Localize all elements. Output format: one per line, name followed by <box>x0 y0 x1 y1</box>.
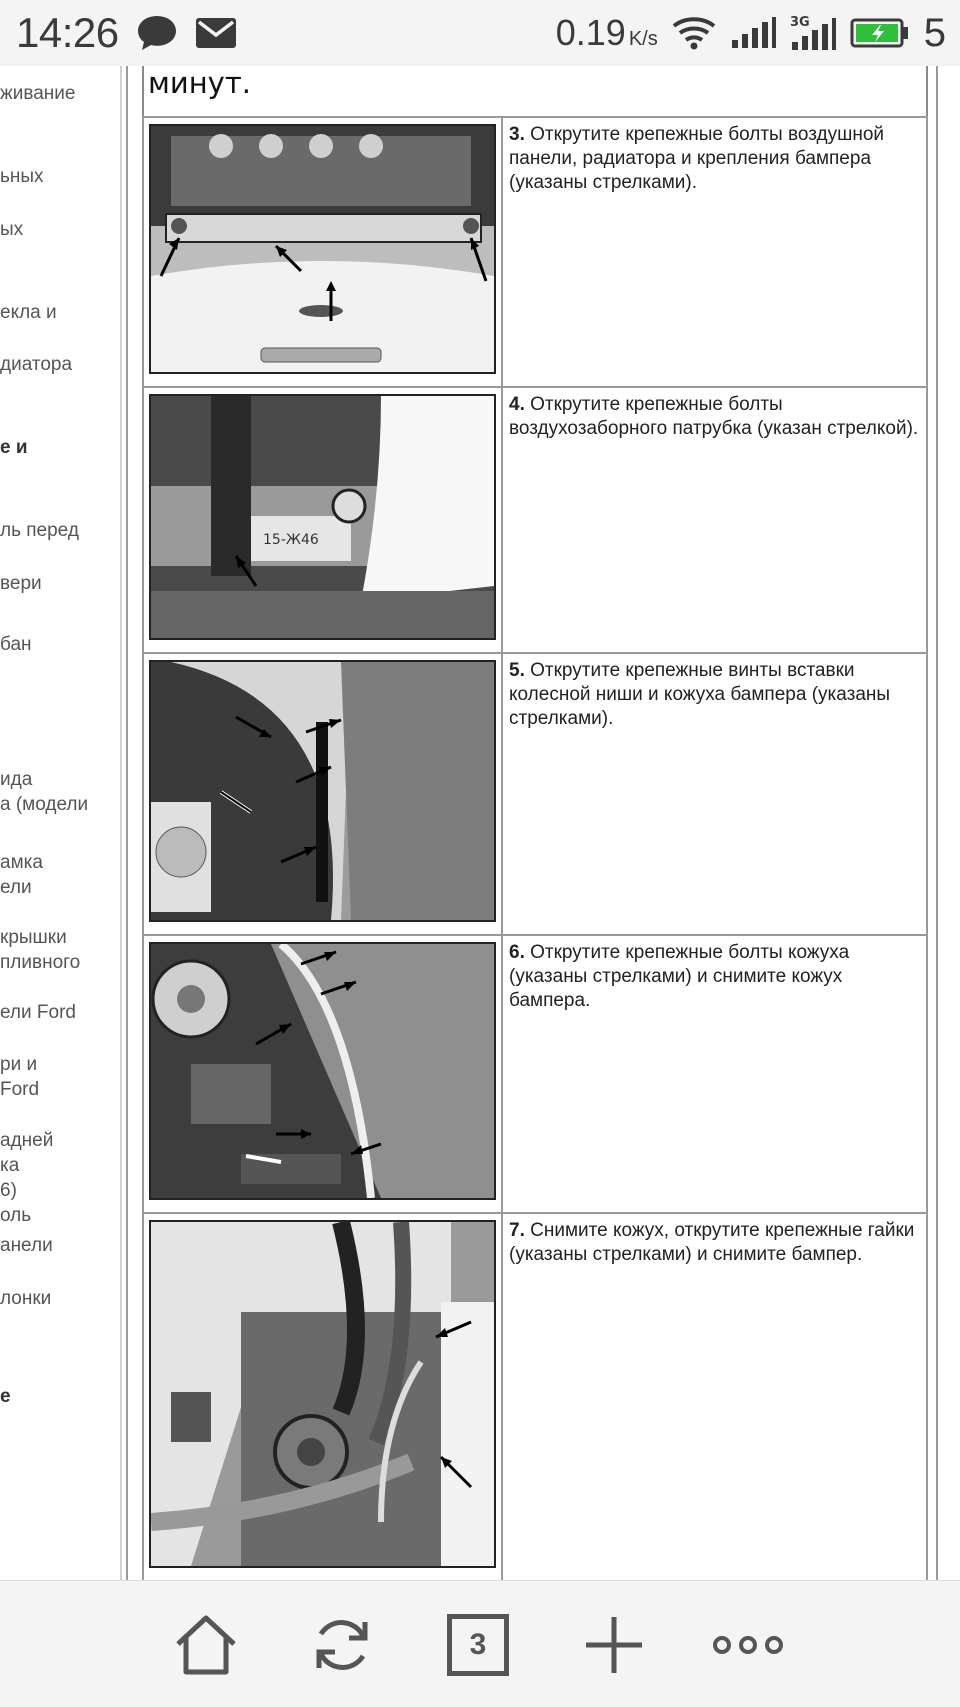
signal-icon <box>730 16 776 50</box>
sidebar-nav <box>0 66 128 1580</box>
network-speed <box>556 12 658 54</box>
image-cell <box>143 935 502 1213</box>
sidebar-item[interactable]: вери <box>0 573 42 594</box>
speed-unit: K/s <box>628 28 658 50</box>
sidebar-item[interactable]: адней ка 6) <box>0 1130 54 1201</box>
battery-label: 5 <box>923 10 946 55</box>
svg-text:15-Ж46: 15-Ж46 <box>263 532 319 548</box>
battery-icon <box>850 17 910 49</box>
tabs-icon <box>447 1614 509 1676</box>
table-row <box>143 653 927 935</box>
image-cell <box>143 387 502 653</box>
refresh-icon <box>309 1612 375 1678</box>
table-row <box>143 1213 927 1587</box>
sidebar-item[interactable]: е <box>0 1386 11 1407</box>
step-text: Открутите крепежные винты вставки колесной ниши и кожуха бампера (указаны стрелками). <box>509 660 891 729</box>
add-icon <box>582 1613 646 1677</box>
sidebar-item[interactable]: ьных <box>0 166 44 187</box>
sidebar-item[interactable]: екла и <box>0 302 57 323</box>
tab-count: 3 <box>469 1628 487 1661</box>
sidebar-item[interactable]: ида а (модели <box>0 769 89 815</box>
step-description <box>502 1213 927 1587</box>
step-description <box>502 935 927 1213</box>
step-number: 5. <box>509 660 525 681</box>
clock: 14:26 <box>16 9 119 56</box>
tabs-button[interactable] <box>442 1609 514 1681</box>
step-text: Открутите крепежные болты кожуха (указаны стрелками) и снимите кожух бампера. <box>509 942 850 1011</box>
sidebar-item[interactable]: лонки <box>0 1288 52 1309</box>
step-text: Открутите крепежные болты воздухозаборного патрубка (указан стрелкой). <box>509 394 919 439</box>
chat-icon <box>135 13 179 53</box>
sidebar-item[interactable]: ели Ford <box>0 1002 76 1023</box>
step-description <box>502 653 927 935</box>
step-number: 4. <box>509 394 525 415</box>
sidebar-divider <box>120 66 122 1580</box>
lead-text: минут. <box>148 66 251 100</box>
sidebar-item[interactable]: амка ели <box>0 852 43 898</box>
article-content <box>142 66 928 1580</box>
signal-3g-icon <box>790 14 836 52</box>
step-description <box>502 117 927 387</box>
table-row <box>143 117 927 387</box>
step-number: 7. <box>509 1220 525 1241</box>
mail-icon <box>195 16 237 50</box>
sidebar-item[interactable]: е и <box>0 437 28 458</box>
table-row <box>143 935 927 1213</box>
photo-air-intake <box>149 394 496 640</box>
photo-radiator-panel <box>149 124 496 374</box>
photo-wheel-arch <box>149 660 496 922</box>
sidebar-item[interactable]: анели <box>0 1235 53 1256</box>
sidebar-item[interactable]: ых <box>0 219 24 240</box>
sidebar-item[interactable]: бан <box>0 634 32 655</box>
table-row <box>143 387 927 653</box>
home-button[interactable] <box>170 1609 242 1681</box>
sidebar-item[interactable]: крышки пливного <box>0 927 81 973</box>
more-button[interactable] <box>712 1609 784 1681</box>
step-text: Снимите кожух, открутите крепежные гайки (указаны стрелками) и снимите бампер. <box>509 1220 915 1265</box>
step-number: 6. <box>509 942 525 963</box>
status-bar <box>0 0 960 66</box>
image-cell <box>143 117 502 387</box>
right-scroll-rail <box>934 66 960 1580</box>
image-cell <box>143 653 502 935</box>
step-number: 3. <box>509 124 525 145</box>
sidebar-item[interactable]: живание <box>0 83 76 104</box>
step-text: Открутите крепежные болты воздушной панели, радиатора и крепления бампера (указаны стрелками). <box>509 124 885 193</box>
photo-bumper-cover <box>149 942 496 1200</box>
new-tab-button[interactable] <box>578 1609 650 1681</box>
sidebar-item[interactable]: ль перед <box>0 520 79 541</box>
right-divider <box>936 66 938 1580</box>
sidebar-item[interactable]: оль <box>0 1205 32 1226</box>
sidebar-item[interactable]: ри и Ford <box>0 1054 40 1100</box>
more-icon <box>712 1633 784 1657</box>
steps-table <box>142 116 928 1588</box>
browser-toolbar <box>0 1580 960 1707</box>
step-description <box>502 387 927 653</box>
wifi-icon <box>672 16 716 50</box>
speed-value: 0.19 <box>555 12 626 53</box>
home-icon <box>174 1614 238 1676</box>
photo-bumper-nuts <box>149 1220 496 1568</box>
svg-text:3G: 3G <box>789 15 810 30</box>
image-cell <box>143 1213 502 1587</box>
refresh-button[interactable] <box>306 1609 378 1681</box>
sidebar-item[interactable]: диатора <box>0 354 73 375</box>
